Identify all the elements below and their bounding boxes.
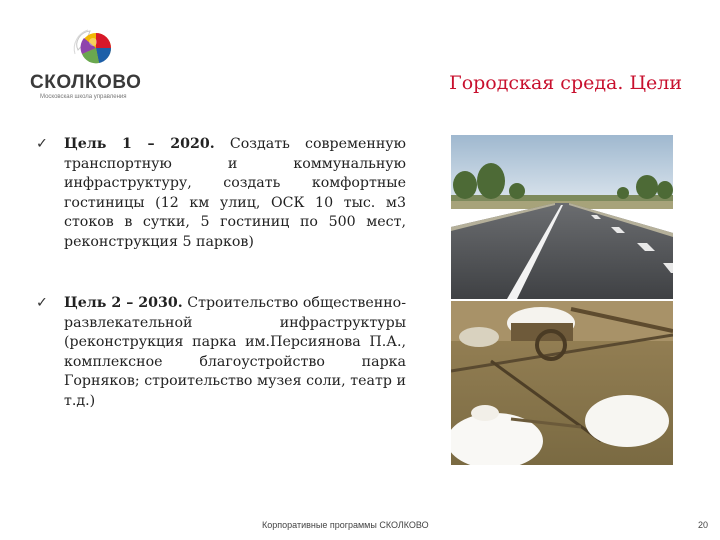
skolkovo-logo xyxy=(30,28,150,98)
logo-tagline: Московская школа управления xyxy=(40,94,127,100)
goal-text xyxy=(64,135,406,252)
salt-illustration xyxy=(451,301,673,465)
road-illustration xyxy=(451,135,673,299)
goal-item xyxy=(36,135,406,252)
goal-description: Строительство общественно-развлекательной инфраструктуры (реконструкция парка им.Персиянова П.А., комплексное благоустройство парка Горняков; строительство музея соли, театр и т.д.) xyxy=(64,295,406,409)
goal-lead: Цель 1 – 2020. xyxy=(64,136,215,152)
slide-title: Городская среда. Цели xyxy=(449,72,682,94)
checkmark-icon: ✓ xyxy=(36,295,48,311)
goal-item xyxy=(36,294,406,411)
footer-text: Корпоративные программы СКОЛКОВО xyxy=(262,520,429,530)
road-photo xyxy=(451,135,673,299)
goal-lead: Цель 2 – 2030. xyxy=(64,295,183,311)
logo-sphere-icon xyxy=(72,28,112,68)
goal-description: Создать современную транспортную и коммунальную инфраструктуру, создать комфортные гостиницы (12 км улиц, ОСК 10 тыс. м3 стоков в сутки, 5 гостиниц по 500 мест, реконструкция 5 парков) xyxy=(64,136,407,250)
checkmark-icon: ✓ xyxy=(36,136,48,152)
logo-wordmark: СКОЛКОВО xyxy=(30,72,142,93)
page-number: 20 xyxy=(697,520,708,530)
goal-text xyxy=(64,294,406,411)
salt-photo xyxy=(451,301,673,465)
